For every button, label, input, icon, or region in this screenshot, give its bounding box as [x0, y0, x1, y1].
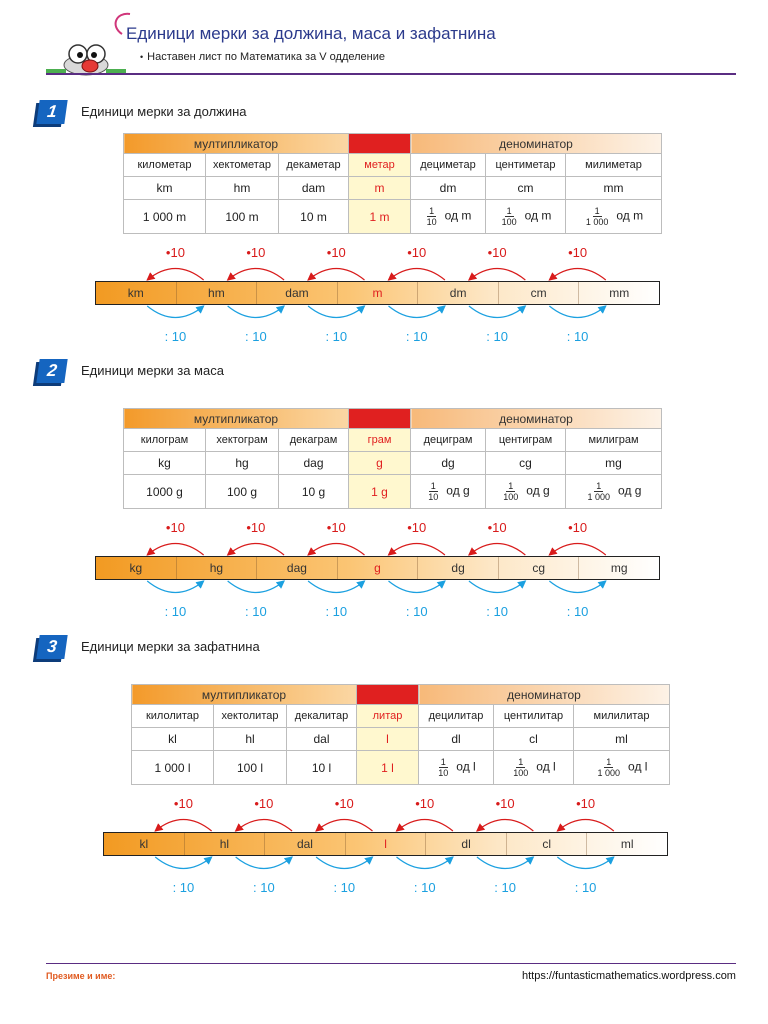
divide-label: : 10	[164, 329, 187, 344]
unit-abbr-cell: cl	[494, 728, 574, 751]
divide-arrow	[469, 306, 525, 318]
unit-fraction-cell	[486, 200, 566, 234]
unit-fraction-cell	[566, 200, 662, 234]
divide-label: : 10	[486, 604, 508, 619]
multiply-label: •10	[576, 796, 596, 811]
unit-name-cell: дециметар	[411, 154, 486, 177]
unit-value-cell: 1 g	[349, 475, 411, 509]
multiply-label: •10	[495, 796, 515, 811]
fraction	[584, 206, 611, 227]
unit-abbr-cell: cm	[486, 177, 566, 200]
page-subtitle-text: Наставен лист по Математика за V одделение	[147, 51, 385, 63]
conversion-bar-cell: l	[346, 833, 427, 855]
unit-fraction-cell	[411, 475, 486, 509]
fraction-unit: од m	[524, 208, 552, 223]
unit-name-cell: декаграм	[279, 429, 349, 452]
multiply-arrow	[549, 269, 605, 281]
multiply-label: •10	[568, 245, 588, 260]
multiplier-group-header: мултипликатор	[124, 409, 349, 429]
base-unit-header	[357, 685, 419, 705]
page-title: Единици мерки за должина, маса и зафатнина	[126, 24, 496, 43]
footer-url: https://funtasticmathematics.wordpress.com	[522, 970, 736, 982]
divide-label: : 10	[405, 604, 428, 619]
divide-label: : 10	[164, 604, 187, 619]
divide-arrow	[147, 581, 203, 593]
conversion-bar-cell: hl	[185, 833, 266, 855]
unit-fraction-cell	[419, 751, 494, 785]
unit-name-cell: милилитар	[574, 705, 670, 728]
multiply-arrow	[469, 269, 525, 281]
divide-arrow	[469, 581, 525, 593]
unit-name-cell: декалитар	[287, 705, 357, 728]
conversion-bar-cell: m	[338, 282, 419, 304]
unit-value-cell: 100 m	[206, 200, 279, 234]
unit-names-row	[124, 429, 662, 452]
divide-label: : 10	[333, 880, 356, 895]
conversion-bar-cell: hg	[177, 557, 258, 579]
multiply-label: •10	[173, 796, 193, 811]
fraction-unit: од m	[616, 208, 644, 223]
fraction-denominator: 1 000	[597, 768, 621, 778]
unit-name-cell: километар	[124, 154, 206, 177]
multiply-arrow	[147, 269, 203, 281]
fraction-numerator: 1	[606, 757, 612, 767]
fraction	[511, 757, 530, 778]
table-group-header-row	[124, 134, 662, 154]
conversion-bar-cell: kl	[104, 833, 185, 855]
base-unit-header	[349, 409, 411, 429]
divide-arrow	[308, 581, 364, 593]
unit-values-row	[132, 751, 670, 785]
unit-abbr-cell: dal	[287, 728, 357, 751]
section-title: Единици мерки за зафатнина	[81, 639, 260, 654]
divide-label: : 10	[566, 329, 589, 344]
multiply-label: •10	[246, 245, 266, 260]
unit-abbr-cell: mm	[566, 177, 662, 200]
unit-name-cell: дециграм	[411, 429, 486, 452]
unit-abbr-cell: l	[357, 728, 419, 751]
divide-arrow	[549, 581, 605, 593]
unit-abbr-cell: hg	[206, 452, 279, 475]
conversion-arrows	[83, 781, 686, 895]
conversion-bar-cell: dal	[265, 833, 346, 855]
conversion-bar-cell: kg	[96, 557, 177, 579]
unit-name-cell: килолитар	[132, 705, 214, 728]
divide-arrow	[147, 306, 203, 318]
fraction-numerator: 1	[430, 481, 436, 491]
divide-arrow	[228, 306, 284, 318]
multiply-label: •10	[487, 520, 507, 535]
unit-value-cell: 1000 g	[124, 475, 206, 509]
unit-abbr-cell: ml	[574, 728, 670, 751]
conversion-bar-cell: mm	[609, 286, 630, 300]
conversion-bar-cell: hm	[177, 282, 258, 304]
fraction-unit: од l	[536, 759, 556, 774]
page-subtitle: • Наставен лист по Математика за V одделение	[140, 51, 385, 63]
section-title: Единици мерки за маса	[81, 363, 224, 378]
multiply-arrow	[308, 269, 364, 281]
unit-name-cell: центиметар	[486, 154, 566, 177]
fraction-numerator: 1	[596, 481, 602, 491]
fraction-numerator: 1	[508, 481, 514, 491]
unit-abbr-cell: hm	[206, 177, 279, 200]
fraction-denominator: 10	[426, 217, 437, 227]
multiply-arrow	[236, 820, 292, 832]
multiply-arrow	[397, 820, 453, 832]
conversion-bar-cell: dg	[418, 557, 499, 579]
multiply-label: •10	[568, 520, 588, 535]
unit-fraction-cell	[411, 200, 486, 234]
multiply-label: •10	[407, 520, 427, 535]
unit-value-cell: 100 l	[214, 751, 287, 785]
divide-label: : 10	[405, 329, 428, 344]
divide-arrow	[397, 857, 453, 869]
multiply-arrow	[316, 820, 372, 832]
fraction-denominator: 1 000	[587, 492, 611, 502]
unit-abbr-cell: m	[349, 177, 411, 200]
multiply-arrow	[228, 544, 284, 556]
unit-abbr-cell: km	[124, 177, 206, 200]
conversion-bar-cell: dam	[257, 282, 338, 304]
denominator-group-header: деноминатор	[411, 134, 662, 154]
denominator-group-header: деноминатор	[411, 409, 662, 429]
multiply-label: •10	[334, 796, 354, 811]
multiply-arrow	[147, 544, 203, 556]
multiply-label: •10	[246, 520, 266, 535]
unit-value-cell: 10 l	[287, 751, 357, 785]
divide-arrow	[308, 306, 364, 318]
divide-arrow	[236, 857, 292, 869]
unit-abbr-cell: kg	[124, 452, 206, 475]
unit-name-cell: хектометар	[206, 154, 279, 177]
unit-values-row	[124, 475, 662, 509]
fraction-unit: од l	[456, 759, 476, 774]
unit-names-row	[132, 705, 670, 728]
multiply-arrow	[228, 269, 284, 281]
unit-value-cell: 10 g	[279, 475, 349, 509]
divide-arrow	[549, 306, 605, 318]
divide-label: : 10	[325, 329, 348, 344]
fraction	[586, 481, 613, 502]
fraction-denominator: 10	[438, 768, 449, 778]
fraction-numerator: 1	[594, 206, 600, 216]
fraction	[500, 206, 519, 227]
fraction	[596, 757, 623, 778]
divide-label: : 10	[494, 880, 516, 895]
divide-label: : 10	[413, 880, 436, 895]
unit-name-cell: метар	[349, 154, 411, 177]
unit-value-cell: 1 000 m	[124, 200, 206, 234]
multiply-arrow	[549, 544, 605, 556]
conversion-bar-cell: g	[338, 557, 419, 579]
section-number-badge: 3	[36, 635, 67, 659]
multiply-arrow	[389, 544, 445, 556]
fraction-unit: од g	[618, 483, 642, 498]
section-title: Единици мерки за должина	[81, 104, 247, 119]
conversion-bar-cell: ml	[620, 837, 634, 851]
unit-abbr-cell: mg	[566, 452, 662, 475]
divide-label: : 10	[172, 880, 195, 895]
footer-divider	[46, 963, 736, 964]
multiply-arrow	[308, 544, 364, 556]
unit-values-row	[124, 200, 662, 234]
unit-abbr-cell: dg	[411, 452, 486, 475]
divide-arrow	[557, 857, 613, 869]
divide-label: : 10	[574, 880, 597, 895]
conversion-bar-cell: cm	[499, 282, 580, 304]
unit-abbr-cell: dm	[411, 177, 486, 200]
multiply-arrow	[389, 269, 445, 281]
divide-label: : 10	[486, 329, 508, 344]
multiply-label: •10	[407, 245, 427, 260]
unit-abbr-cell: kl	[132, 728, 214, 751]
conversion-bar-cell: dag	[257, 557, 338, 579]
unit-name-cell: милиметар	[566, 154, 662, 177]
unit-abbr-row	[124, 452, 662, 475]
conversion-bar-cell: dm	[418, 282, 499, 304]
divide-label: : 10	[253, 880, 275, 895]
multiply-arrow	[155, 820, 211, 832]
conversion-arrows	[75, 505, 678, 619]
unit-name-cell: декаметар	[279, 154, 349, 177]
multiply-label: •10	[165, 245, 185, 260]
fraction-unit: од g	[446, 483, 470, 498]
fraction-denominator: 100	[503, 492, 519, 502]
unit-value-cell: 1 l	[357, 751, 419, 785]
denominator-group-header: деноминатор	[419, 685, 670, 705]
fraction-denominator: 1 000	[585, 217, 609, 227]
conversion-bar-cell: cg	[499, 557, 580, 579]
unit-name-cell: децилитар	[419, 705, 494, 728]
fraction-numerator: 1	[429, 206, 435, 216]
multiply-label: •10	[165, 520, 185, 535]
unit-name-cell: грам	[349, 429, 411, 452]
fraction-unit: од g	[526, 483, 550, 498]
divide-arrow	[389, 581, 445, 593]
fraction-numerator: 1	[518, 757, 524, 767]
divide-arrow	[316, 857, 372, 869]
unit-name-cell: центилитар	[494, 705, 574, 728]
fraction	[501, 481, 520, 502]
section-number-badge: 2	[36, 359, 67, 383]
table-group-header-row	[132, 685, 670, 705]
fraction	[426, 481, 440, 502]
conversion-bar-cell: mg	[610, 561, 628, 575]
unit-abbr-cell: cg	[486, 452, 566, 475]
unit-abbr-cell: g	[349, 452, 411, 475]
unit-names-row	[124, 154, 662, 177]
units-table	[123, 133, 662, 234]
divide-arrow	[155, 857, 211, 869]
unit-fraction-cell	[566, 475, 662, 509]
unit-name-cell: килограм	[124, 429, 206, 452]
unit-abbr-cell: hl	[214, 728, 287, 751]
multiply-label: •10	[254, 796, 274, 811]
multiplier-group-header: мултипликатор	[124, 134, 349, 154]
fraction-denominator: 100	[501, 217, 517, 227]
fraction-unit: од m	[444, 208, 472, 223]
unit-name-cell: хектолитар	[214, 705, 287, 728]
units-table	[123, 408, 662, 509]
unit-abbr-row	[132, 728, 670, 751]
unit-name-cell: милиграм	[566, 429, 662, 452]
multiply-label: •10	[326, 520, 346, 535]
unit-abbr-cell: dam	[279, 177, 349, 200]
section-number-badge: 1	[36, 100, 67, 124]
fraction-denominator: 100	[513, 768, 529, 778]
multiply-label: •10	[326, 245, 346, 260]
unit-abbr-row	[124, 177, 662, 200]
conversion-bar-cell: km	[96, 282, 177, 304]
fraction	[425, 206, 439, 227]
multiplier-group-header: мултипликатор	[132, 685, 357, 705]
conversion-bar-cell: dl	[426, 833, 507, 855]
multiply-arrow	[469, 544, 525, 556]
mascot-logo	[46, 38, 128, 78]
divide-label: : 10	[245, 329, 267, 344]
divide-label: : 10	[325, 604, 348, 619]
divide-label: : 10	[566, 604, 589, 619]
unit-value-cell: 10 m	[279, 200, 349, 234]
divide-arrow	[477, 857, 533, 869]
table-group-header-row	[124, 409, 662, 429]
base-unit-header	[349, 134, 411, 154]
multiply-arrow	[557, 820, 613, 832]
unit-value-cell: 100 g	[206, 475, 279, 509]
unit-fraction-cell	[494, 751, 574, 785]
multiply-label: •10	[487, 245, 507, 260]
unit-fraction-cell	[574, 751, 670, 785]
unit-fraction-cell	[486, 475, 566, 509]
header-divider	[46, 73, 736, 75]
fraction-numerator: 1	[506, 206, 512, 216]
student-name-label: Презиме и име:	[46, 971, 116, 981]
divide-arrow	[389, 306, 445, 318]
divide-arrow	[228, 581, 284, 593]
units-table	[131, 684, 670, 785]
unit-abbr-cell: dl	[419, 728, 494, 751]
fraction-numerator: 1	[440, 757, 446, 767]
unit-name-cell: хектограм	[206, 429, 279, 452]
unit-name-cell: литар	[357, 705, 419, 728]
unit-value-cell: 1 m	[349, 200, 411, 234]
fraction	[436, 757, 450, 778]
unit-abbr-cell: dag	[279, 452, 349, 475]
fraction-denominator: 10	[428, 492, 439, 502]
conversion-bar-cell: cl	[507, 833, 588, 855]
multiply-arrow	[477, 820, 533, 832]
unit-name-cell: центиграм	[486, 429, 566, 452]
fraction-unit: од l	[628, 759, 648, 774]
multiply-label: •10	[415, 796, 435, 811]
conversion-arrows	[75, 230, 678, 344]
divide-label: : 10	[245, 604, 267, 619]
unit-value-cell: 1 000 l	[132, 751, 214, 785]
